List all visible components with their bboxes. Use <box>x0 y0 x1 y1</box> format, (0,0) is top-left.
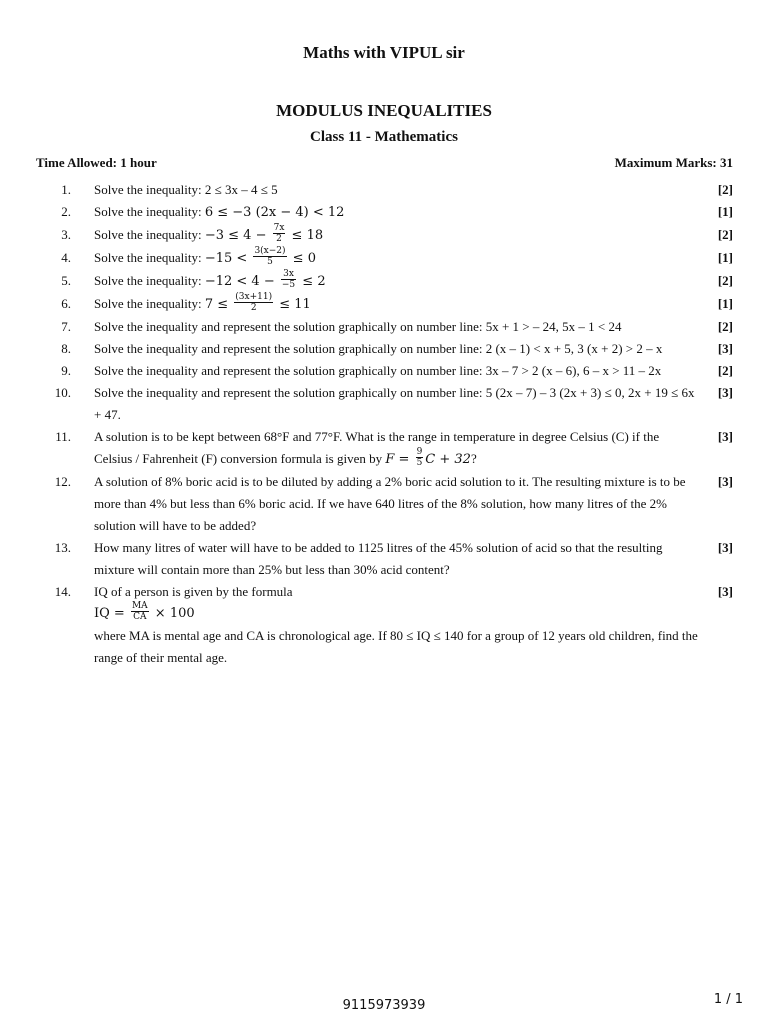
question-text: Solve the inequality: 7 ≤ $\frac{(3x+11)}{2}$ ≤ 11 <box>94 292 311 313</box>
iq-formula: IQ = $\frac{MA}{CA}$ × 100 <box>94 601 195 622</box>
exam-meta <box>36 155 733 171</box>
question-line: IQ of a person is given by the formula <box>94 584 293 599</box>
question-marks: [3] <box>717 584 733 599</box>
document-subtitle: Class 11 - Mathematics <box>310 129 458 145</box>
question-list <box>36 179 733 669</box>
question-marks: [2] <box>717 273 733 288</box>
question-number: 9. <box>61 363 71 378</box>
question-number: 12. <box>54 474 71 489</box>
question-marks: [2] <box>717 319 733 334</box>
fraction: $\frac{3x}{-5}$ <box>281 269 296 290</box>
fraction: $\frac{(3x+11)}{2}$ <box>235 292 273 313</box>
question-number: 7. <box>61 319 71 334</box>
question-number: 1. <box>61 182 71 197</box>
math-expression: −12 < 4 − $\frac{3x}{-5}$ ≤ 2 <box>204 269 326 290</box>
question-line: where MA is mental age and CA is chronological age. If 80 ≤ IQ ≤ 140 for a group of 12 years old children, find the range of their mental age. <box>94 628 698 665</box>
question-marks: [3] <box>717 385 733 400</box>
fraction: $\frac{3(x-2)}{5}$ <box>254 246 286 267</box>
maximum-marks: Maximum Marks: 31 <box>614 155 733 170</box>
question-text: Solve the inequality: 6 ≤ −3 (2x − 4) < 12 <box>94 204 345 220</box>
question-number: 10. <box>54 385 71 400</box>
math-expression: 6 ≤ −3 (2x − 4) < 12 <box>204 205 345 220</box>
math-expression: −15 < $\frac{3(x-2)}{5}$ ≤ 0 <box>204 246 316 267</box>
question-6 <box>36 293 733 316</box>
question-number: 6. <box>61 296 71 311</box>
question-2 <box>36 201 733 224</box>
question-marks: [2] <box>717 182 733 197</box>
document-title: MODULUS INEQUALITIES <box>276 101 492 120</box>
question-number: 8. <box>61 341 71 356</box>
question-marks: [1] <box>717 204 733 219</box>
question-4 <box>36 247 733 270</box>
question-12 <box>36 471 733 537</box>
question-number: 5. <box>61 273 71 288</box>
question-number: 11. <box>55 429 71 444</box>
question-11 <box>36 426 733 471</box>
question-number: 4. <box>61 250 71 265</box>
question-5 <box>36 270 733 293</box>
question-marks: [3] <box>717 341 733 356</box>
fraction: $\frac{9}{5}$ <box>416 447 423 468</box>
question-text <box>94 581 699 669</box>
question-marks: [2] <box>717 363 733 378</box>
question-text: A solution is to be kept between 68°F and 77°F. What is the range in temperature in degree Celsius (C) if the Celsius / Fahrenheit (F) conversion formula is given by F = $\frac{9}{5}$ C + 32? <box>94 429 660 468</box>
question-7 <box>36 316 733 338</box>
fraction: $\frac{MA}{CA}$ <box>131 601 148 622</box>
question-text: Solve the inequality: −12 < 4 − $\frac{3x}{-5}$ ≤ 2 <box>94 269 326 290</box>
question-text: Solve the inequality: −15 < $\frac{3(x-2)}{5}$ ≤ 0 <box>94 246 316 267</box>
question-13 <box>36 537 733 581</box>
question-number: 13. <box>54 540 71 555</box>
question-8 <box>36 338 733 360</box>
footer-phone: 9115973939 <box>342 998 426 1013</box>
math-expression: −3 ≤ 4 − $\frac{7x}{2}$ ≤ 18 <box>204 223 324 244</box>
question-10 <box>36 382 733 426</box>
math-expression: F = $\frac{9}{5}$ C + 32 <box>385 447 471 468</box>
question-marks: [3] <box>717 429 733 444</box>
question-marks: [2] <box>717 227 733 242</box>
fraction: $\frac{7x}{2}$ <box>273 223 285 244</box>
page-indicator: 1 / 1 <box>713 992 743 1007</box>
math-expression: 2 ≤ 3x – 4 ≤ 5 <box>204 182 278 197</box>
question-text: Solve the inequality and represent the solution graphically on number line: 3x – 7 > 2 (x – 6), 6 – x > 11 – 2x <box>94 363 662 378</box>
question-9 <box>36 360 733 382</box>
question-text: Solve the inequality and represent the solution graphically on number line: 5x + 1 > – 24, 5x – 1 < 24 <box>94 319 622 334</box>
question-text: Solve the inequality: 2 ≤ 3x – 4 ≤ 5 <box>94 182 278 197</box>
question-text: Solve the inequality and represent the solution graphically on number line: 2 (x – 1) < x + 5, 3 (x + 2) > 2 – x <box>94 341 663 356</box>
site-title: Maths with VIPUL sir <box>303 43 465 62</box>
question-number: 14. <box>54 584 71 599</box>
question-3 <box>36 224 733 247</box>
question-text: How many litres of water will have to be added to 1125 litres of the 45% solution of acid so that the resulting mixture will contain more than 25% but less than 30% acid content? <box>94 540 663 577</box>
question-marks: [3] <box>717 540 733 555</box>
question-marks: [1] <box>717 250 733 265</box>
question-14 <box>36 581 733 669</box>
math-expression: 7 ≤ $\frac{(3x+11)}{2}$ ≤ 11 <box>204 292 311 313</box>
question-text: Solve the inequality and represent the solution graphically on number line: 5 (2x – 7) – 3 (2x + 3) ≤ 0, 2x + 19 ≤ 6x + 47. <box>94 385 695 422</box>
question-marks: [3] <box>717 474 733 489</box>
time-allowed: Time Allowed: 1 hour <box>36 155 157 170</box>
question-marks: [1] <box>717 296 733 311</box>
question-text: A solution of 8% boric acid is to be diluted by adding a 2% boric acid solution to it. The resulting mixture is to be more than 4% but less than 6% boric acid. If we have 640 litres of the 8% solution, how many litres of the 2% solution will have to be added? <box>94 474 686 533</box>
question-text: Solve the inequality: −3 ≤ 4 − $\frac{7x}{2}$ ≤ 18 <box>94 223 324 244</box>
question-number: 2. <box>61 204 71 219</box>
question-1 <box>36 179 733 201</box>
question-number: 3. <box>61 227 71 242</box>
